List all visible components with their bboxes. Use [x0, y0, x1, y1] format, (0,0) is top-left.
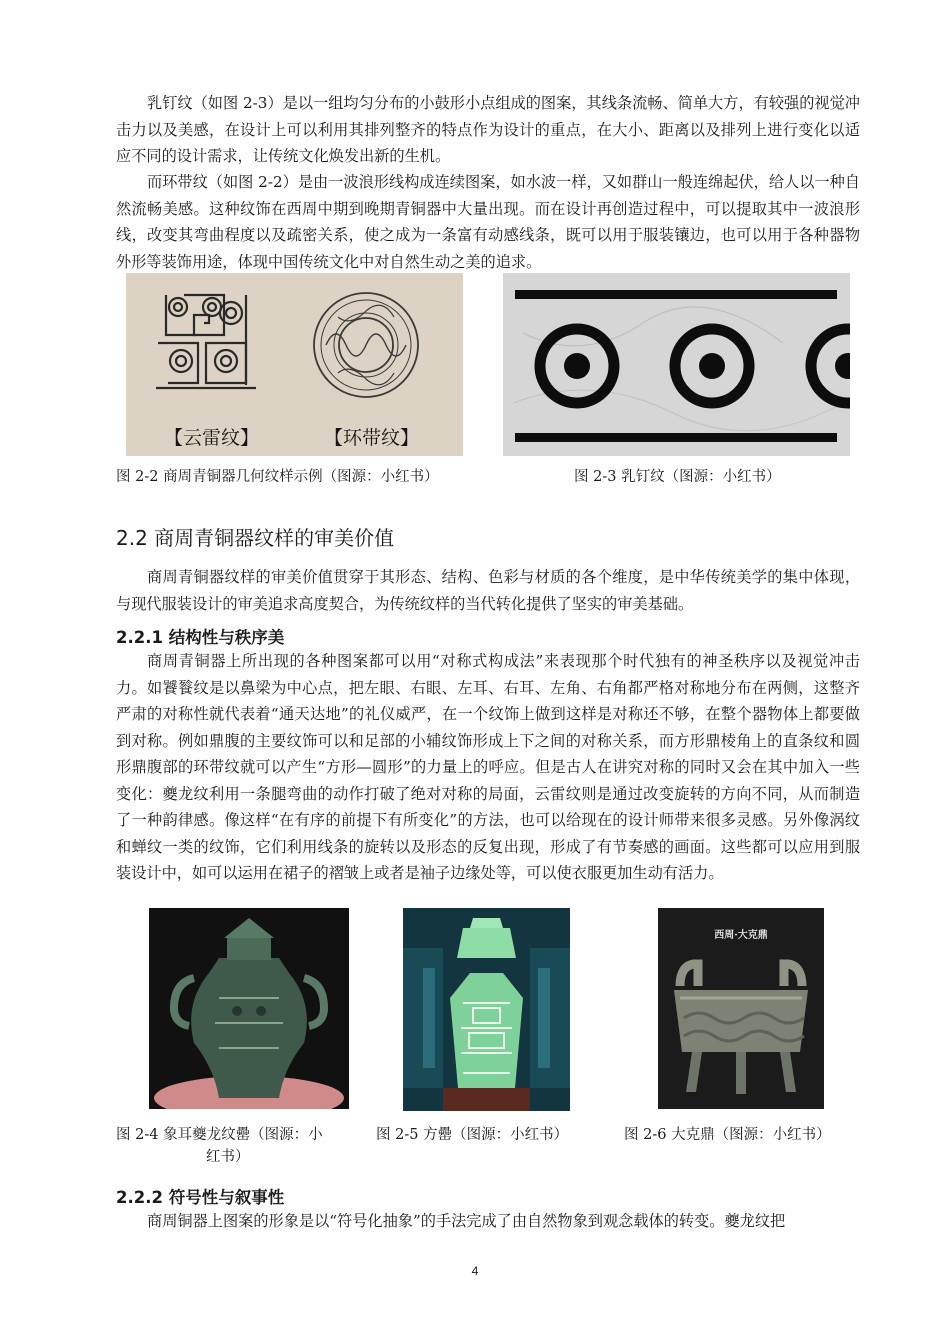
bottom-band — [515, 433, 837, 442]
section-heading-2-2-1: 2.2.1 结构性与秩序美 — [116, 628, 285, 647]
caption-figure-2-2: 图 2-2 商周青铜器几何纹样示例（图源：小红书） — [116, 469, 439, 485]
section-heading-2-2-2: 2.2.2 符号性与叙事性 — [116, 1188, 285, 1207]
paragraph-huandai: 而环带纹（如图 2-2）是由一波浪形线构成连续图案，如水波一样，又如群山一般连绵起伏，给人以一种自然流畅美感。这种纹饰在西周中期到晚期青铜器中大量出现。而在设计再创造过程中，可以提取其中一波浪形线，改变其弯曲程度以及疏密关系，使之成为一条富有动感线条，既可以用于服装镶边，也可以用于各种器物外形等装饰用途，体现中国传统文化中对自然生动之美的追求。 — [116, 173, 860, 271]
page-number: 4 — [471, 1264, 479, 1278]
caption-figure-2-4-line1: 图 2-4 象耳夔龙纹罍（图源：小 — [116, 1127, 323, 1143]
label-huandai: 【环带纹】 — [324, 427, 420, 449]
figure-2-2-image — [126, 273, 463, 456]
caption-figure-2-5: 图 2-5 方罍（图源：小红书） — [376, 1127, 569, 1143]
photo-label-dakeding: 西周·大克鼎 — [714, 930, 768, 941]
caption-figure-2-3: 图 2-3 乳钉纹（图源：小红书） — [574, 469, 781, 485]
fanglei-photo — [403, 908, 570, 1111]
figure-2-5-image — [403, 908, 570, 1111]
bronze-lei-photo — [149, 908, 349, 1109]
figure-2-6-image — [658, 908, 824, 1109]
paragraph-2-2-intro: 商周青铜器纹样的审美价值贯穿于其形态、结构、色彩与材质的各个维度，是中华传统美学的集中体现，与现代服装设计的审美追求高度契合，为传统纹样的当代转化提供了坚实的审美基础。 — [116, 568, 860, 613]
figure-2-3-image — [503, 273, 850, 456]
figure-2-4-image — [149, 908, 349, 1109]
paragraph-2-2-1-body: 商周青铜器上所出现的各种图案都可以用“对称式构成法”来表现那个时代独有的神圣秩序以及视觉冲击力。如饕餮纹是以鼻梁为中心点，把左眼、右眼、左耳、右耳、左角、右角都严格对称地分布在两侧，这整齐严肃的对称性就代表着“通天达地”的礼仪威严，在一个纹饰上做到这样是对称还不够，在整个器物体上都要做到对称。例如鼎腹的主要纹饰可以和足部的小辅纹饰形成上下之间的对称关系，而方形鼎棱角上的直条纹和圆形鼎腹部的环带纹就可以产生“方形—圆形”的力量上的呼应。但是古人在讲究对称的同时又会在其中加入一些变化：夔龙纹利用一条腿弯曲的动作打破了绝对对称的局面，云雷纹则是通过改变旋转的方向不同，从而制造了一种韵律感。像这样“在有序的前提下有所变化”的方法，也可以给现在的设计师带来很多灵感。另外像涡纹和蝉纹一类的纹饰，它们利用线条的旋转以及形态的反复出现，形成了有节奏感的画面。这些都可以应用到服装设计中，如可以运用在裙子的褶皱上或者是袖子边缘处等，可以使衣服更加生动有活力。 — [116, 652, 860, 882]
ruding-pattern-illustration — [503, 273, 850, 456]
paragraph-ruding: 乳钉纹（如图 2-3）是以一组均匀分布的小鼓形小点组成的图案，其线条流畅、简单大方，有较强的视觉冲击力以及美感，在设计上可以利用其排列整齐的特点作为设计的重点，在大小、距离以及排列上进行变化以适应不同的设计需求，让传统文化焕发出新的生机。 — [116, 94, 860, 165]
paragraph-2-2-2-body: 商周铜器上图案的形象是以“符号化抽象”的手法完成了由自然物象到观念载体的转变。夔龙纹把 — [147, 1212, 786, 1230]
caption-figure-2-4-line2: 红书） — [206, 1149, 250, 1165]
top-band — [515, 290, 837, 299]
section-heading-2-2: 2.2 商周青铜器纹样的审美价值 — [116, 526, 395, 550]
caption-figure-2-6: 图 2-6 大克鼎（图源：小红书） — [624, 1127, 831, 1143]
caption-figure-2-4 — [116, 1124, 356, 1168]
label-yunlei: 【云雷纹】 — [164, 427, 260, 449]
